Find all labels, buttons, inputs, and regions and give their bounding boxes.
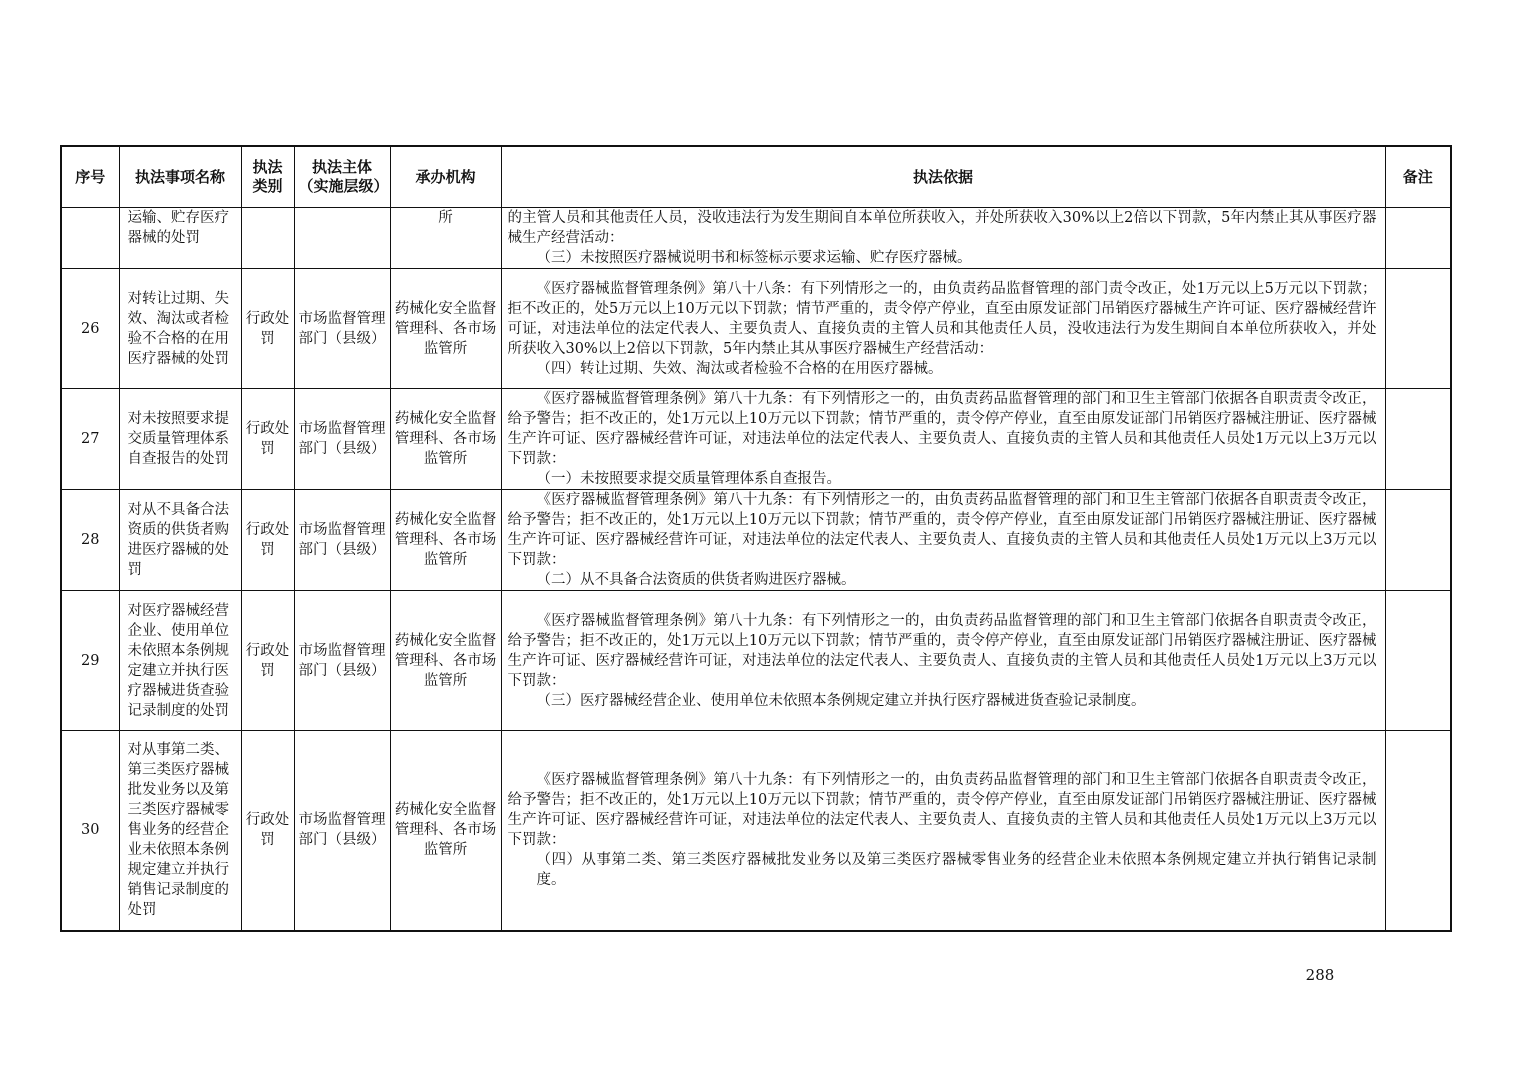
cell-subject	[294, 208, 390, 269]
page-number: 288	[1305, 966, 1335, 984]
cell-seq: 28	[61, 490, 119, 591]
header-agency: 承办机构	[390, 146, 501, 208]
header-seq: 序号	[61, 146, 119, 208]
cell-seq: 30	[61, 731, 119, 931]
cell-agency: 药械化安全监督管理科、各市场监管所	[390, 269, 501, 389]
basis-text: 《医疗器械监督管理条例》第八十九条：有下列情形之一的，由负责药品监督管理的部门和卫生主管部门依据各自职责责令改正，给予警告；拒不改正的，处1万元以上10万元以下罚款；情节严重的，责令停产停业，直至由原发证部门吊销医疗器械注册证、医疗器械生产许可证、医疗器械经营许可证，对违法单位的法定代表人、主要负责人、直接负责的主管人员和其他责任人员处1万元以上3万元以下罚款：	[507, 492, 1377, 568]
basis-clause: （三）医疗器械经营企业、使用单位未依照本条例规定建立并执行医疗器械进货查验记录制度。	[536, 692, 1146, 709]
basis-clause: （一）未按照要求提交质量管理体系自查报告。	[536, 471, 841, 487]
basis-text: 《医疗器械监督管理条例》第八十八条：有下列情形之一的，由负责药品监督管理的部门责令改正，处1万元以上5万元以下罚款；拒不改正的，处5万元以上10万元以下罚款；情节严重的，责令停产停业，直至由原发证部门吊销医疗器械生产许可证、医疗器械经营许可证，对违法单位的法定代表人、主要负责人、直接负责的主管人员和其他责任人员，没收违法行为发生期间自本单位所获收入，并处所获收入30%以上2倍以下罚款，5年内禁止其从事医疗器械生产经营活动：	[507, 280, 1377, 357]
cell-item-name: 运输、贮存医疗器械的处罚	[119, 208, 241, 269]
cell-seq	[61, 208, 119, 269]
cell-subject: 市场监督管理部门（县级）	[294, 591, 390, 731]
table-row	[61, 208, 1451, 269]
cell-subject: 市场监督管理部门（县级）	[294, 490, 390, 591]
cell-category	[241, 208, 294, 269]
basis-clause: （四）转让过期、失效、淘汰或者检验不合格的在用医疗器械。	[536, 360, 943, 377]
header-subject: 执法主体（实施层级）	[294, 146, 390, 208]
cell-remarks	[1385, 389, 1451, 490]
cell-basis	[501, 389, 1385, 490]
cell-item-name: 对从事第二类、第三类医疗器械批发业务以及第三类医疗器械零售业务的经营企业未依照本条例规定建立并执行销售记录制度的处罚	[119, 731, 241, 931]
cell-item-name: 对医疗器械经营企业、使用单位未依照本条例规定建立并执行医疗器械进货查验记录制度的处罚	[119, 591, 241, 731]
cell-category: 行政处罚	[241, 591, 294, 731]
cell-agency: 药械化安全监督管理科、各市场监管所	[390, 389, 501, 490]
cell-agency: 药械化安全监督管理科、各市场监管所	[390, 591, 501, 731]
cell-remarks	[1385, 731, 1451, 931]
cell-subject: 市场监督管理部门（县级）	[294, 731, 390, 931]
basis-clause: （四）从事第二类、第三类医疗器械批发业务以及第三类医疗器械零售业务的经营企业未依照本条例规定建立并执行销售记录制度。	[536, 852, 1377, 889]
table-row	[61, 591, 1451, 731]
cell-subject: 市场监督管理部门（县级）	[294, 389, 390, 490]
table-row	[61, 731, 1451, 931]
cell-remarks	[1385, 269, 1451, 389]
cell-agency: 药械化安全监督管理科、各市场监管所	[390, 490, 501, 591]
cell-basis	[501, 490, 1385, 591]
cell-basis	[501, 591, 1385, 731]
cell-remarks	[1385, 208, 1451, 269]
cell-category: 行政处罚	[241, 731, 294, 931]
basis-text: 《医疗器械监督管理条例》第八十九条：有下列情形之一的，由负责药品监督管理的部门和卫生主管部门依据各自职责责令改正，给予警告；拒不改正的，处1万元以上10万元以下罚款；情节严重的，责令停产停业，直至由原发证部门吊销医疗器械注册证、医疗器械生产许可证、医疗器械经营许可证，对违法单位的法定代表人、主要负责人、直接负责的主管人员和其他责任人员处1万元以上3万元以下罚款：	[507, 612, 1377, 689]
cell-item-name: 对转让过期、失效、淘汰或者检验不合格的在用医疗器械的处罚	[119, 269, 241, 389]
cell-item-name: 对从不具备合法资质的供货者购进医疗器械的处罚	[119, 490, 241, 591]
cell-remarks	[1385, 490, 1451, 591]
cell-category: 行政处罚	[241, 269, 294, 389]
cell-seq: 26	[61, 269, 119, 389]
table-header-row	[61, 146, 1451, 208]
cell-agency: 所	[390, 208, 501, 269]
cell-remarks	[1385, 591, 1451, 731]
cell-agency: 药械化安全监督管理科、各市场监管所	[390, 731, 501, 931]
table-row	[61, 490, 1451, 591]
cell-seq: 27	[61, 389, 119, 490]
table-row	[61, 389, 1451, 490]
basis-clause: （三）未按照医疗器械说明书和标签标示要求运输、贮存医疗器械。	[536, 250, 972, 266]
cell-basis	[501, 269, 1385, 389]
header-category: 执法类别	[241, 146, 294, 208]
table-row	[61, 269, 1451, 389]
cell-item-name: 对未按照要求提交质量管理体系自查报告的处罚	[119, 389, 241, 490]
basis-clause: （二）从不具备合法资质的供货者购进医疗器械。	[536, 572, 856, 588]
cell-basis	[501, 731, 1385, 931]
cell-seq: 29	[61, 591, 119, 731]
basis-text: 《医疗器械监督管理条例》第八十九条：有下列情形之一的，由负责药品监督管理的部门和卫生主管部门依据各自职责责令改正，给予警告；拒不改正的，处1万元以上10万元以下罚款；情节严重的，责令停产停业，直至由原发证部门吊销医疗器械注册证、医疗器械生产许可证、医疗器械经营许可证，对违法单位的法定代表人、主要负责人、直接负责的主管人员和其他责任人员处1万元以上3万元以下罚款：	[507, 391, 1377, 467]
enforcement-items-table	[60, 145, 1452, 932]
cell-subject: 市场监督管理部门（县级）	[294, 269, 390, 389]
basis-text: 的主管人员和其他责任人员，没收违法行为发生期间自本单位所获收入，并处所获收入30%以上2倍以下罚款，5年内禁止其从事医疗器械生产经营活动：	[507, 210, 1377, 246]
header-remarks: 备注	[1385, 146, 1451, 208]
cell-basis	[501, 208, 1385, 269]
header-basis: 执法依据	[501, 146, 1385, 208]
cell-category: 行政处罚	[241, 490, 294, 591]
cell-category: 行政处罚	[241, 389, 294, 490]
basis-text: 《医疗器械监督管理条例》第八十九条：有下列情形之一的，由负责药品监督管理的部门和卫生主管部门依据各自职责责令改正，给予警告；拒不改正的，处1万元以上10万元以下罚款；情节严重的，责令停产停业，直至由原发证部门吊销医疗器械注册证、医疗器械生产许可证、医疗器械经营许可证，对违法单位的法定代表人、主要负责人、直接负责的主管人员和其他责任人员处1万元以上3万元以下罚款：	[507, 772, 1377, 849]
header-item-name: 执法事项名称	[119, 146, 241, 208]
